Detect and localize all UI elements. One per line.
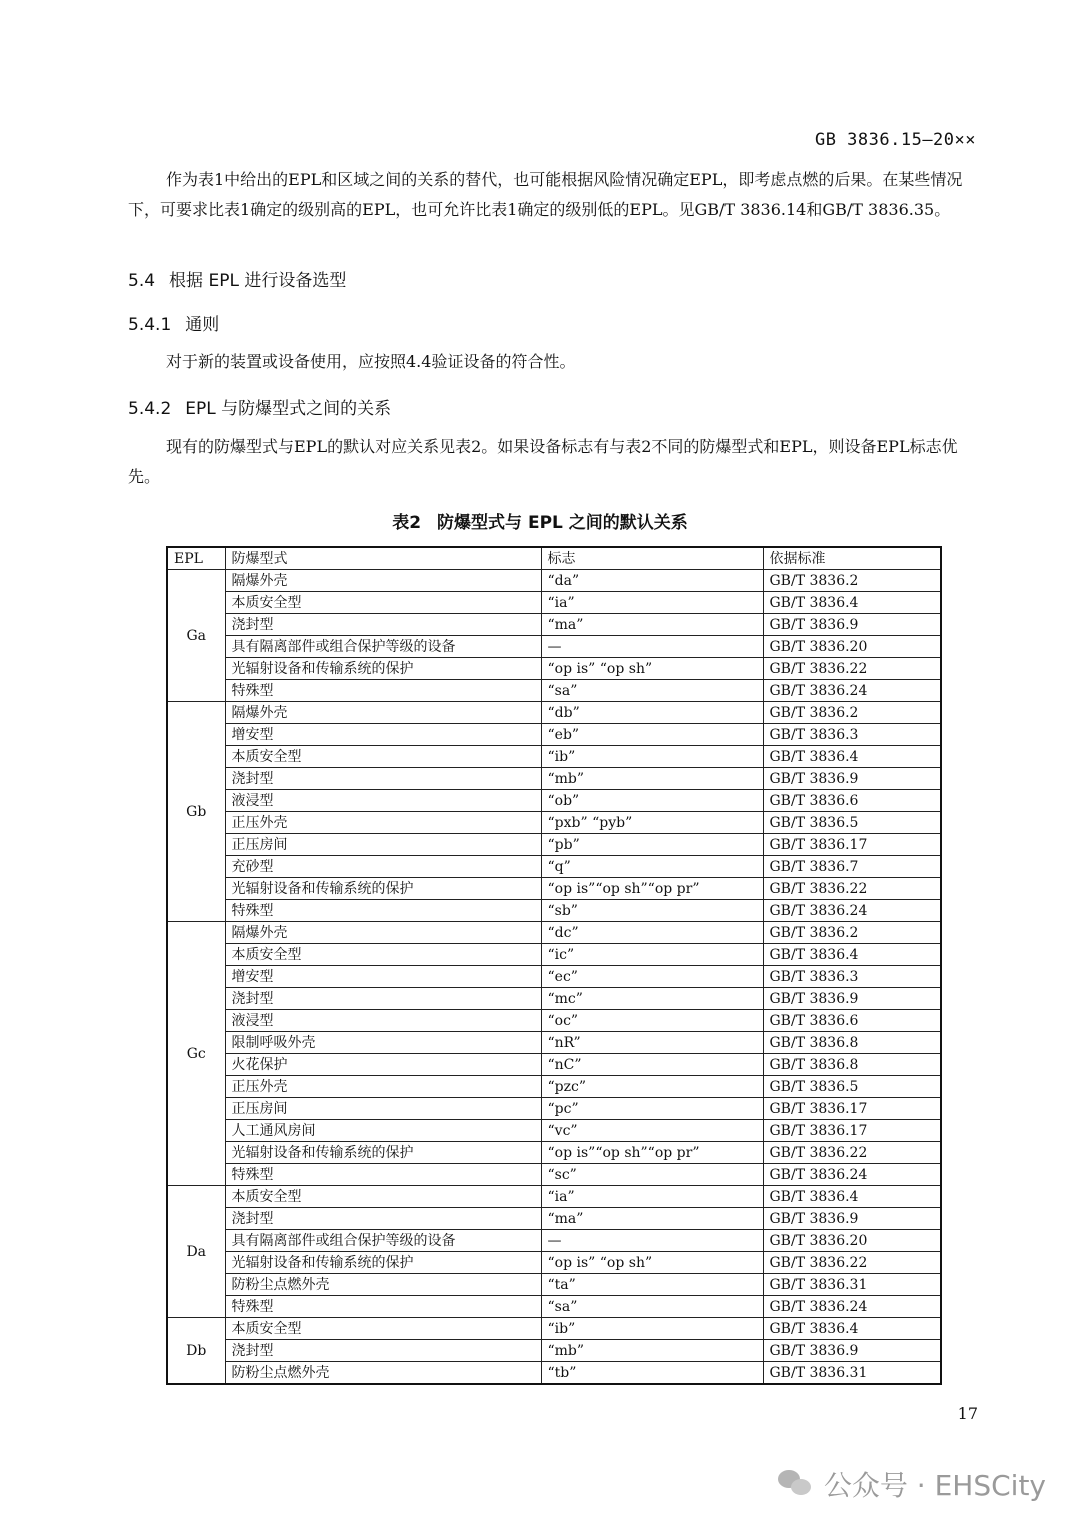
table-row [167,658,941,680]
table-row [167,1230,941,1252]
marking-cell: “ib” [541,746,763,768]
marking-cell: — [541,1230,763,1252]
protection-type-cell: 具有隔离部件或组合保护等级的设备 [225,636,541,658]
standard-cell: GB/T 3836.8 [763,1054,941,1076]
protection-type-cell: 浇封型 [225,1340,541,1362]
table-row [167,1186,941,1208]
standard-cell: GB/T 3836.17 [763,834,941,856]
protection-type-cell: 增安型 [225,966,541,988]
standard-cell: GB/T 3836.6 [763,1010,941,1032]
table-row [167,746,941,768]
standard-cell: GB/T 3836.4 [763,944,941,966]
protection-type-cell: 特殊型 [225,900,541,922]
marking-cell: “sa” [541,1296,763,1318]
standard-cell: GB/T 3836.24 [763,900,941,922]
section-number: 5.4.1 [128,315,172,335]
standard-cell: GB/T 3836.22 [763,1142,941,1164]
marking-cell: “pxb” “pyb” [541,812,763,834]
standard-cell: GB/T 3836.22 [763,1252,941,1274]
table-row [167,1120,941,1142]
protection-type-cell: 本质安全型 [225,1318,541,1340]
protection-type-cell: 限制呼吸外壳 [225,1032,541,1054]
protection-type-cell: 正压外壳 [225,1076,541,1098]
protection-type-cell: 本质安全型 [225,1186,541,1208]
table-row [167,944,941,966]
standard-cell: GB/T 3836.20 [763,636,941,658]
marking-cell: “ta” [541,1274,763,1296]
protection-type-cell: 本质安全型 [225,944,541,966]
epl-level-cell: Gb [167,702,225,922]
marking-cell: “mb” [541,1340,763,1362]
marking-cell: “ic” [541,944,763,966]
standard-cell: GB/T 3836.5 [763,812,941,834]
standard-cell: GB/T 3836.9 [763,988,941,1010]
standard-cell: GB/T 3836.9 [763,1340,941,1362]
page-number: 17 [957,1404,978,1423]
table-row [167,988,941,1010]
marking-cell: “pb” [541,834,763,856]
protection-type-cell: 隔爆外壳 [225,702,541,724]
epl-level-cell: Db [167,1318,225,1385]
protection-type-cell: 浇封型 [225,988,541,1010]
protection-type-cell: 浇封型 [225,1208,541,1230]
marking-cell: “eb” [541,724,763,746]
protection-type-cell: 本质安全型 [225,592,541,614]
epl-table [166,546,942,1385]
marking-cell: “ma” [541,614,763,636]
protection-type-cell: 人工通风房间 [225,1120,541,1142]
protection-type-cell: 隔爆外壳 [225,922,541,944]
marking-cell: “op is”“op sh”“op pr” [541,1142,763,1164]
section-number: 5.4 [128,271,156,291]
section-heading-5-4-1 [128,310,219,335]
table-row [167,1340,941,1362]
marking-cell: “q” [541,856,763,878]
standard-cell: GB/T 3836.4 [763,1186,941,1208]
table-number: 表2 [392,513,422,533]
table-row [167,966,941,988]
body-text: 现有的防爆型式与EPL的默认对应关系见表2。如果设备标志有与表2不同的防爆型式和EPL，则设备EPL标志优先。 [128,437,958,486]
standard-cell: GB/T 3836.31 [763,1362,941,1385]
wechat-icon [778,1470,812,1498]
protection-type-cell: 防粉尘点燃外壳 [225,1362,541,1385]
marking-cell: “nR” [541,1032,763,1054]
table-row [167,1164,941,1186]
intro-text: 作为表1中给出的EPL和区域之间的关系的替代，也可能根据风险情况确定EPL，即考虑点燃的后果。在某些情况下，可要求比表1确定的级别高的EPL，也可允许比表1确定的级别低的EPL。见GB/T 3836.14和GB/T 3836.35。 [128,170,963,219]
table-row [167,636,941,658]
table-row [167,1208,941,1230]
intro-paragraph [128,165,978,225]
standard-cell: GB/T 3836.24 [763,1296,941,1318]
table-row [167,878,941,900]
table-row [167,900,941,922]
marking-cell: “ma” [541,1208,763,1230]
standard-cell: GB/T 3836.2 [763,702,941,724]
watermark-text: 公众号 · EHSCity [823,1469,1046,1502]
table-row [167,1274,941,1296]
table-row [167,1010,941,1032]
table-title: 防爆型式与 EPL 之间的默认关系 [437,513,688,533]
marking-cell: “pc” [541,1098,763,1120]
table-row [167,570,941,592]
protection-type-cell: 光辐射设备和传输系统的保护 [225,878,541,900]
epl-level-cell: Gc [167,922,225,1186]
body-text: 对于新的装置或设备使用，应按照4.4验证设备的符合性。 [166,352,576,371]
table-row [167,1142,941,1164]
header-standard: 依据标准 [763,547,941,570]
table-row [167,790,941,812]
protection-type-cell: 光辐射设备和传输系统的保护 [225,1252,541,1274]
protection-type-cell: 充砂型 [225,856,541,878]
standard-cell: GB/T 3836.9 [763,1208,941,1230]
marking-cell: “oc” [541,1010,763,1032]
marking-cell: “sc” [541,1164,763,1186]
section-5-4-2-body [128,432,978,492]
marking-cell: “mc” [541,988,763,1010]
marking-cell: “sb” [541,900,763,922]
marking-cell: “sa” [541,680,763,702]
header-marking: 标志 [541,547,763,570]
marking-cell: “nC” [541,1054,763,1076]
protection-type-cell: 特殊型 [225,680,541,702]
table-body [167,570,941,1385]
section-title: EPL 与防爆型式之间的关系 [185,399,392,419]
table-row [167,856,941,878]
protection-type-cell: 浇封型 [225,768,541,790]
standard-cell: GB/T 3836.24 [763,1164,941,1186]
marking-cell: “vc” [541,1120,763,1142]
table-header-row [167,547,941,570]
marking-cell: “ia” [541,1186,763,1208]
standard-cell: GB/T 3836.22 [763,878,941,900]
protection-type-cell: 具有隔离部件或组合保护等级的设备 [225,1230,541,1252]
epl-level-cell: Ga [167,570,225,702]
table-row [167,1252,941,1274]
marking-cell: “da” [541,570,763,592]
table-row [167,592,941,614]
standard-cell: GB/T 3836.7 [763,856,941,878]
protection-type-cell: 正压房间 [225,1098,541,1120]
marking-cell: “mb” [541,768,763,790]
protection-type-cell: 防粉尘点燃外壳 [225,1274,541,1296]
table-row [167,702,941,724]
protection-type-cell: 光辐射设备和传输系统的保护 [225,658,541,680]
standard-cell: GB/T 3836.2 [763,922,941,944]
standard-cell: GB/T 3836.3 [763,966,941,988]
standard-cell: GB/T 3836.22 [763,658,941,680]
standard-cell: GB/T 3836.5 [763,1076,941,1098]
marking-cell: “ia” [541,592,763,614]
standard-cell: GB/T 3836.4 [763,592,941,614]
table-row [167,1318,941,1340]
watermark [778,1464,1046,1504]
marking-cell: — [541,636,763,658]
section-5-4-1-body [128,347,978,377]
standard-cell: GB/T 3836.20 [763,1230,941,1252]
table-row [167,1054,941,1076]
standard-code: GB 3836.15—20×× [814,130,976,150]
table-caption [0,508,1080,533]
marking-cell: “tb” [541,1362,763,1385]
table-row [167,724,941,746]
table-row [167,1296,941,1318]
standard-cell: GB/T 3836.17 [763,1098,941,1120]
header-epl: EPL [167,547,225,570]
protection-type-cell: 浇封型 [225,614,541,636]
protection-type-cell: 隔爆外壳 [225,570,541,592]
table-row [167,922,941,944]
marking-cell: “ob” [541,790,763,812]
marking-cell: “db” [541,702,763,724]
protection-type-cell: 本质安全型 [225,746,541,768]
section-title: 通则 [185,315,220,335]
protection-type-cell: 火花保护 [225,1054,541,1076]
table-row [167,1032,941,1054]
marking-cell: “ib” [541,1318,763,1340]
protection-type-cell: 特殊型 [225,1164,541,1186]
protection-type-cell: 液浸型 [225,790,541,812]
section-heading-5-4-2 [128,394,391,419]
protection-type-cell: 光辐射设备和传输系统的保护 [225,1142,541,1164]
table-row [167,614,941,636]
table-row [167,1362,941,1385]
table-row [167,768,941,790]
section-title: 根据 EPL 进行设备选型 [169,271,347,291]
protection-type-cell: 特殊型 [225,1296,541,1318]
marking-cell: “op is” “op sh” [541,1252,763,1274]
table-row [167,1098,941,1120]
header-protection-type: 防爆型式 [225,547,541,570]
protection-type-cell: 正压外壳 [225,812,541,834]
standard-cell: GB/T 3836.8 [763,1032,941,1054]
marking-cell: “dc” [541,922,763,944]
section-number: 5.4.2 [128,399,172,419]
protection-type-cell: 正压房间 [225,834,541,856]
table-row [167,1076,941,1098]
protection-type-cell: 液浸型 [225,1010,541,1032]
marking-cell: “op is” “op sh” [541,658,763,680]
epl-level-cell: Da [167,1186,225,1318]
standard-cell: GB/T 3836.4 [763,746,941,768]
standard-cell: GB/T 3836.24 [763,680,941,702]
table-row [167,680,941,702]
marking-cell: “pzc” [541,1076,763,1098]
standard-cell: GB/T 3836.4 [763,1318,941,1340]
standard-cell: GB/T 3836.2 [763,570,941,592]
standard-cell: GB/T 3836.9 [763,768,941,790]
section-heading-5-4 [128,266,346,291]
marking-cell: “ec” [541,966,763,988]
table-row [167,834,941,856]
standard-cell: GB/T 3836.31 [763,1274,941,1296]
protection-type-cell: 增安型 [225,724,541,746]
table-row [167,812,941,834]
standard-cell: GB/T 3836.6 [763,790,941,812]
marking-cell: “op is”“op sh”“op pr” [541,878,763,900]
standard-cell: GB/T 3836.17 [763,1120,941,1142]
standard-cell: GB/T 3836.3 [763,724,941,746]
standard-cell: GB/T 3836.9 [763,614,941,636]
